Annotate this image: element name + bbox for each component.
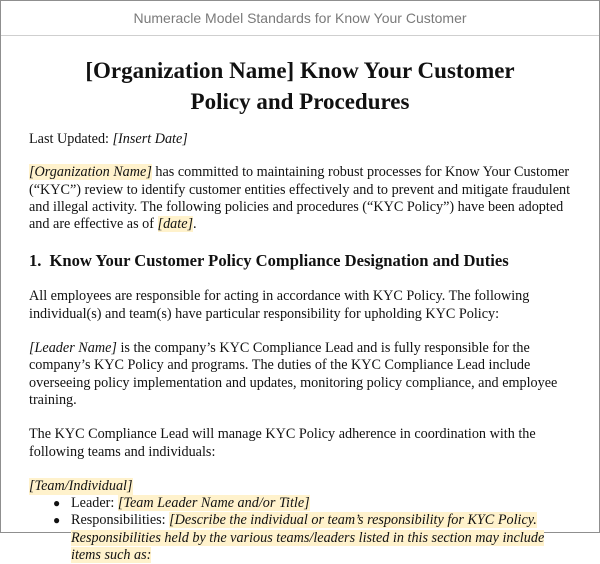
intro-paragraph [29, 164, 571, 233]
leader-paragraph-text: is the company’s KYC Compliance Lead and is fully responsible for the company’s KYC Policy and programs. The duties of the KYC Compliance Lead include overseeing policy implementation and updates, monitoring policy compliance, and employee training. [29, 340, 558, 408]
bullet-icon: ● [53, 496, 61, 511]
list-item-value: [Describe the individual or team’s responsibility for KYC Policy. Responsibilities held by the various teams/leaders listed in this section may include items such as: [71, 512, 545, 564]
title-line-2: Policy and Procedures [190, 89, 410, 114]
list-item-label: Leader: [71, 495, 118, 512]
title-line-1: [Organization Name] Know Your Customer [85, 58, 515, 83]
bullet-icon: ● [53, 513, 61, 528]
list-item-label: Responsibilities: [71, 512, 170, 529]
section-1-paragraph-3: The KYC Compliance Lead will manage KYC Policy adherence in coordination with the following teams and individuals: [29, 426, 536, 460]
document-title [29, 55, 571, 117]
last-updated-label: Last Updated: [29, 131, 113, 147]
list-item [53, 512, 571, 564]
team-individual-placeholder: [Team/Individual] [29, 477, 133, 494]
section-number: 1. [29, 251, 42, 271]
last-updated [29, 131, 571, 148]
document-body [1, 55, 599, 564]
leader-name-placeholder: [Leader Name] [29, 340, 117, 357]
section-1-paragraph-1: All employees are responsible for acting in accordance with KYC Policy. The following individual(s) and team(s) have particular responsibility for upholding KYC Policy: [29, 288, 530, 322]
section-title: Know Your Customer Policy Compliance Designation and Duties [49, 251, 509, 271]
intro-text: has committed to maintaining robust processes for Know Your Customer (“KYC”) review to identify customer entities effectively and to prevent and mitigate fraudulent and illegal activity. The following policies and procedures (“KYC Policy”) have been adopted and are effective as of [29, 164, 571, 233]
team-label-line [29, 478, 571, 495]
list-item [53, 495, 571, 512]
date-placeholder: [date] [157, 216, 194, 233]
team-detail-list [29, 495, 571, 564]
list-item-value: [Team Leader Name and/or Title] [117, 495, 310, 512]
section-1-heading [29, 251, 571, 271]
org-name-placeholder: [Organization Name] [29, 164, 152, 181]
section-1-paragraph-2 [29, 340, 571, 409]
intro-end: . [193, 216, 197, 233]
last-updated-value: [Insert Date] [112, 131, 188, 147]
header-banner: Numeracle Model Standards for Know Your Customer [1, 1, 599, 36]
